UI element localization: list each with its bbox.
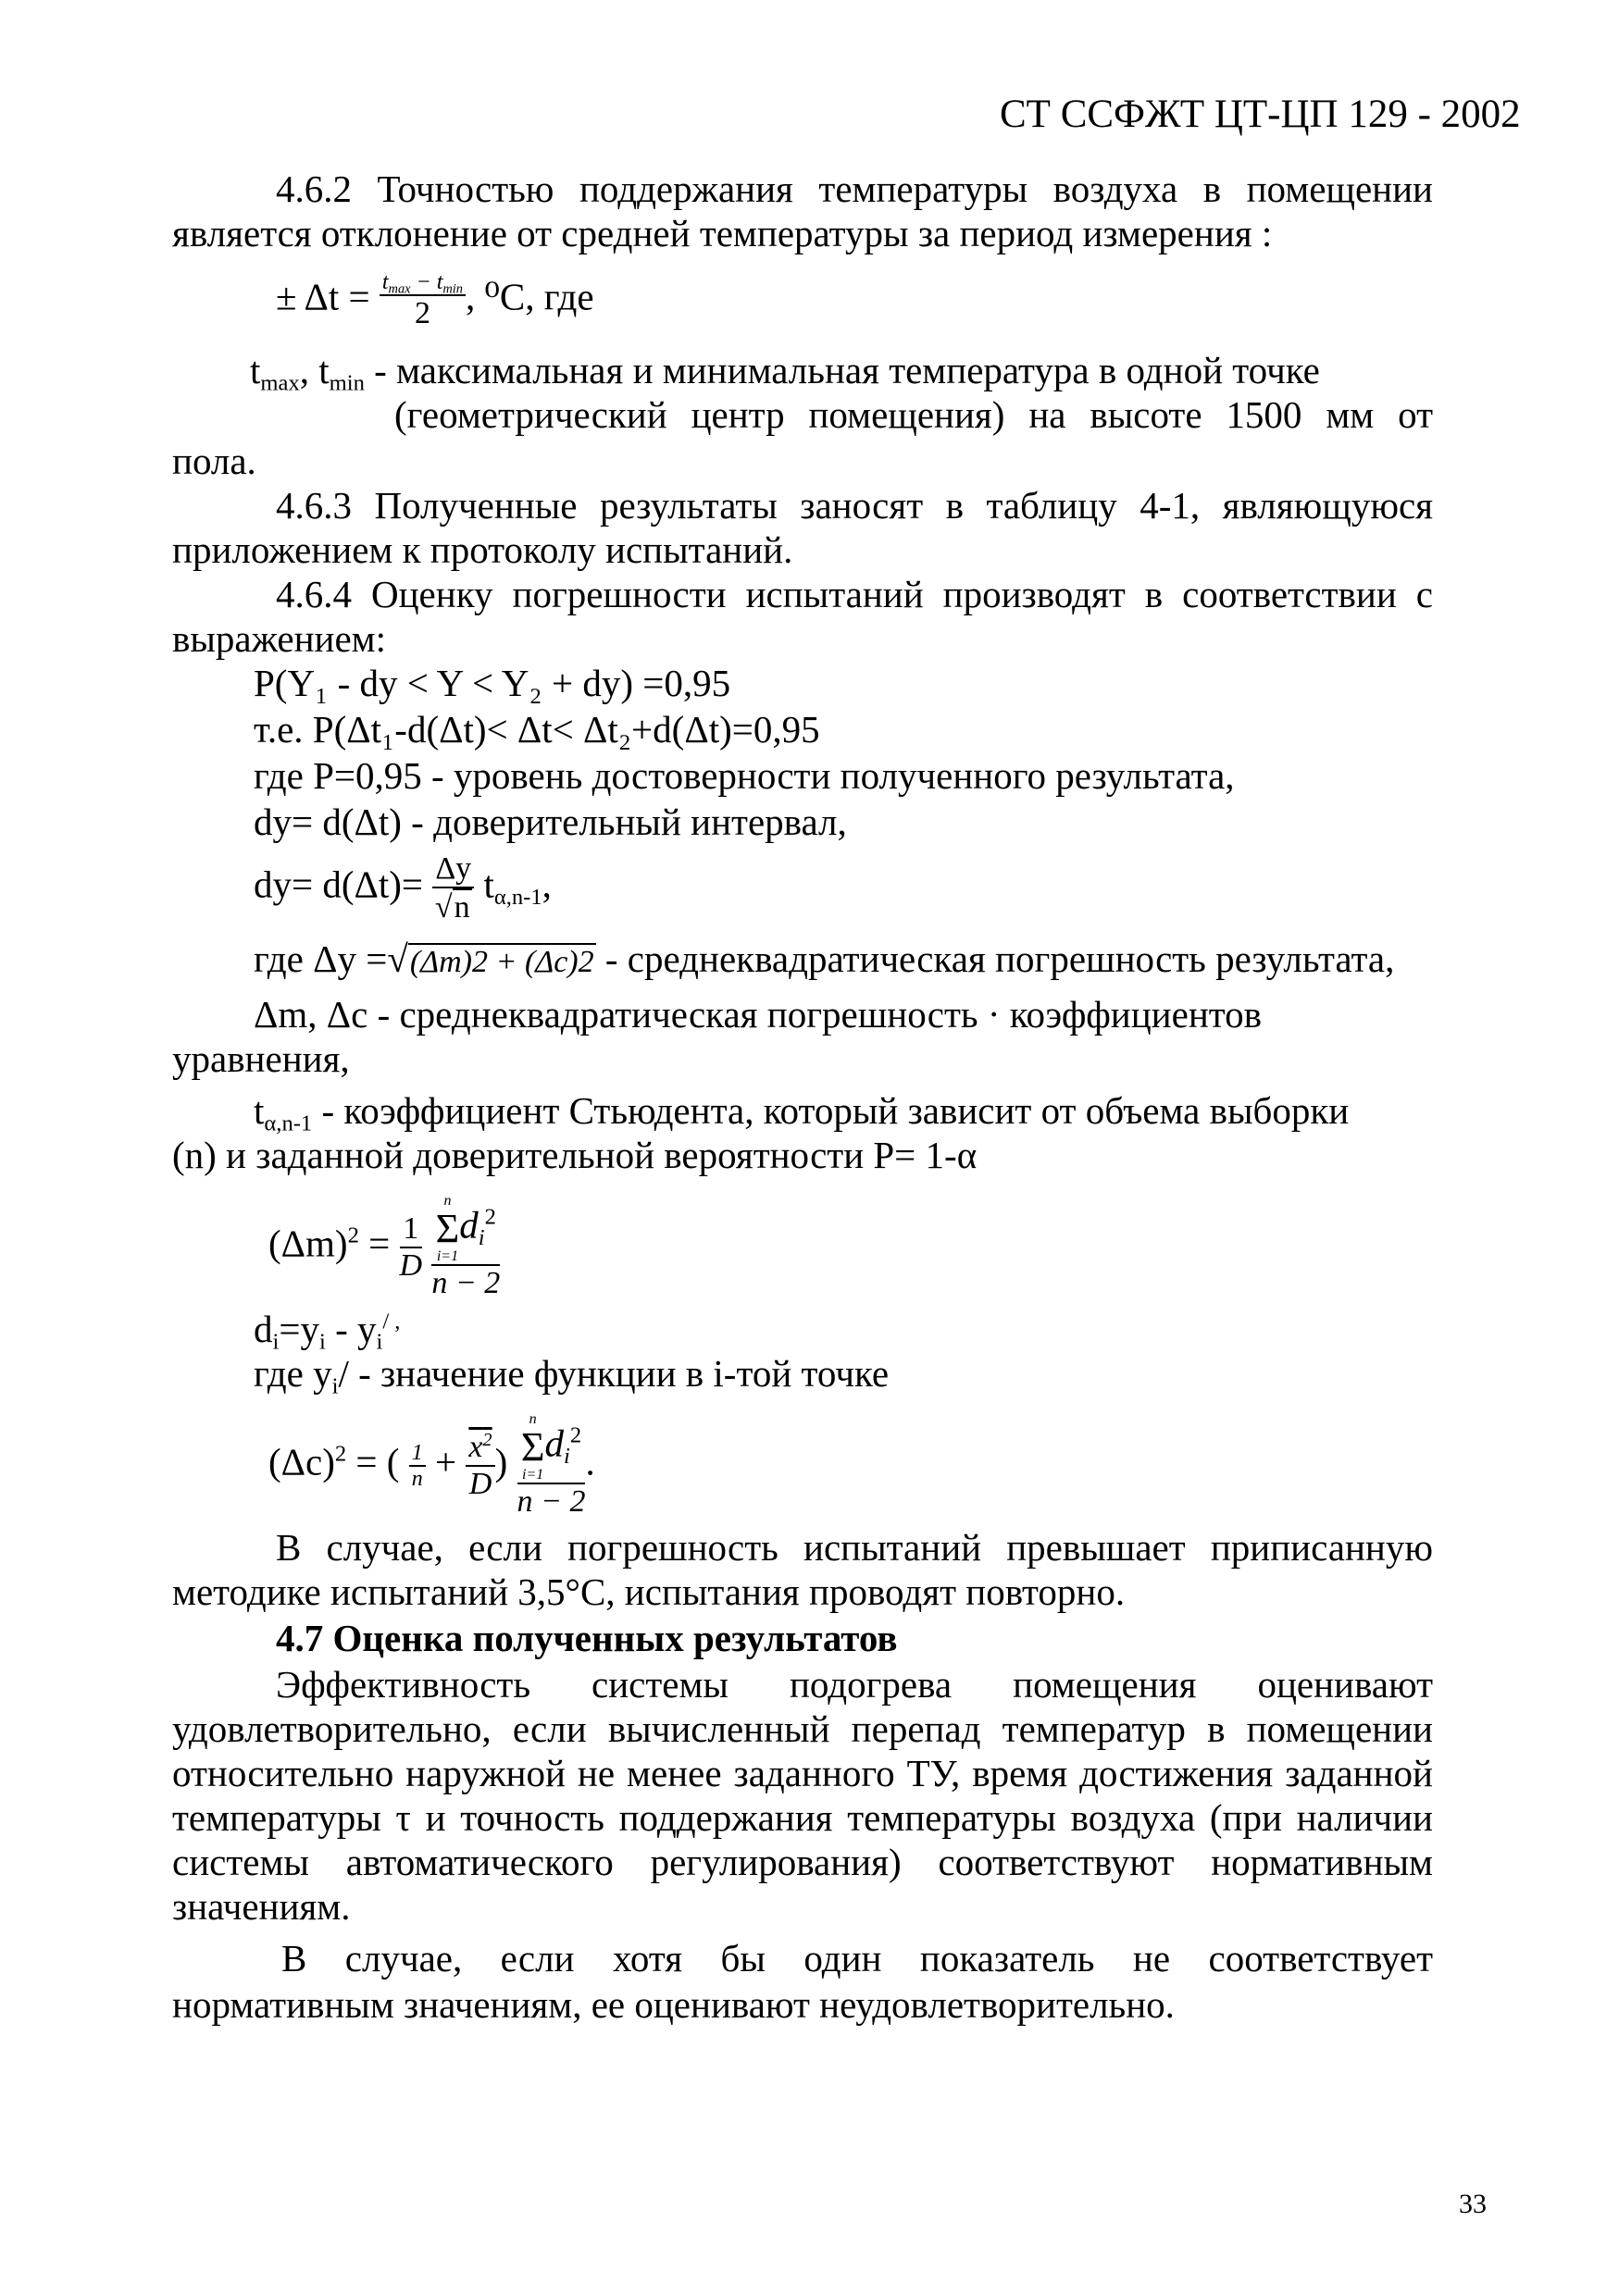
fraction: $\frac{\Delta y}{√n}$ — [432, 851, 474, 925]
paragraph-line: выражением: — [172, 617, 387, 660]
paragraph-line: системы автоматического регулирования) соответствуют нормативным — [172, 1841, 1433, 1883]
paragraph-line: В случае, если хотя бы один показатель не соответствует — [281, 1937, 1433, 1980]
definition-student: $t_{\alpha,n-1}$ - коэффициент Стьюдента, который зависит от объема выборки — [254, 1089, 1350, 1136]
fraction: $\frac{1}{D}$ — [399, 1211, 423, 1283]
fraction: $\frac{x^2}{D}$ — [466, 1430, 494, 1502]
definition-yi: где $y_i/$ - значение функции в i-той точке — [254, 1352, 890, 1399]
paragraph-line: относительно наружной не менее заданного ТУ, время достижения заданной — [172, 1752, 1433, 1794]
summation: n Σ i=1 — [520, 1411, 545, 1483]
paragraph-line: (геометрический центр помещения) на высоте 1500 мм от — [394, 393, 1433, 436]
formula-delta-c: $(\Delta c)^2$ = ( $\frac{1}{n}$ + $\frac{x^2}{D}$ ) n Σ i=1 $d_i^2$ n − 2 . — [268, 1411, 595, 1519]
paragraph-line: значениям. — [172, 1885, 351, 1928]
fraction: $\frac{1}{n}$ — [409, 1441, 426, 1491]
paragraph-line: уравнения, — [172, 1037, 350, 1080]
equation-probability-dt: т.е. P(Δt₁-d(Δt)< Δt< Δt₂+d(Δt)=0,95 — [254, 708, 820, 751]
page-number: 33 — [1459, 2189, 1487, 2219]
formula-dy: dy= d(Δt)= $\frac{\Delta y}{√n}$ $t_{\alpha,n-1}$, — [254, 851, 552, 925]
paragraph-line: В случае, если погрешность испытаний превышает приписанную — [276, 1526, 1433, 1569]
paragraph-line: 4.6.2 Точностью поддержания температуры воздуха в помещении — [276, 168, 1433, 210]
fraction: n Σ i=1 $d_i^2$ n − 2 — [517, 1411, 586, 1519]
paragraph-line: удовлетворительно, если вычисленный перепад температур в помещении — [172, 1707, 1433, 1750]
paragraph-line: Эффективность системы подогрева помещения оценивают — [276, 1663, 1433, 1706]
paragraph-line: (n) и заданной доверительной вероятности P= 1-α — [172, 1134, 978, 1176]
formula-delta-t: ± Δt = $\frac{t_{max} - t_{min}}{2}$ , ⁰C, где — [276, 270, 594, 330]
paragraph-line: температуры τ и точность поддержания температуры воздуха (при наличии — [172, 1796, 1433, 1839]
definition-dm-dc: Δm, Δc - среднеквадратическая погрешность · коэффициентов — [254, 993, 1263, 1036]
paragraph-line: нормативным значениям, ее оценивают неудовлетворительно. — [172, 1983, 1175, 2026]
fraction: $\frac{t_{max} - t_{min}}{2}$ — [380, 270, 466, 331]
paragraph-line: пола. — [172, 440, 256, 482]
formula-delta-y: где Δy =√(Δm)2 + (Δc)2 - среднеквадратическая погрешность результата, — [254, 937, 1395, 980]
section-title: 4.7 Оценка полученных результатов — [276, 1617, 898, 1659]
summation: n Σ i=1 — [435, 1193, 460, 1264]
paragraph-line: методике испытаний 3,5°C, испытания проводят повторно. — [172, 1570, 1126, 1613]
paragraph-line: 4.6.3 Полученные результаты заносят в таблицу 4-1, являющуюся — [276, 484, 1433, 527]
definition-dy: dy= d(Δt) - доверительный интервал, — [254, 800, 847, 843]
definition-p: где P=0,95 - уровень достоверности полученного результата, — [254, 754, 1235, 797]
paragraph-line: является отклонение от средней температуры за период измерения : — [172, 212, 1273, 254]
document-code-header: СТ ССФЖТ ЦТ-ЦП 129 - 2002 — [1000, 93, 1521, 136]
fraction: n Σ i=1 $d_i^2$ n − 2 — [431, 1193, 501, 1300]
formula-delta-m: $(\Delta m)^2$ = $\frac{1}{D}$ n Σ i=1 $d_i^2$ n − 2 — [268, 1193, 501, 1300]
formula-di: $d_i=y_i - y_i^{/ ,}$ — [254, 1308, 401, 1355]
equation-probability: P(Y₁ - dy < Y < Y₂ + dy) =0,95 — [254, 662, 731, 704]
paragraph-line: 4.6.4 Оценку погрешности испытаний производят в соответствии с — [276, 573, 1433, 615]
definition-tmax-tmin: $t_{max}$, $t_{min}$ - максимальная и минимальная температура в одной точке — [250, 349, 1320, 396]
paragraph-line: приложением к протоколу испытаний. — [172, 528, 793, 571]
